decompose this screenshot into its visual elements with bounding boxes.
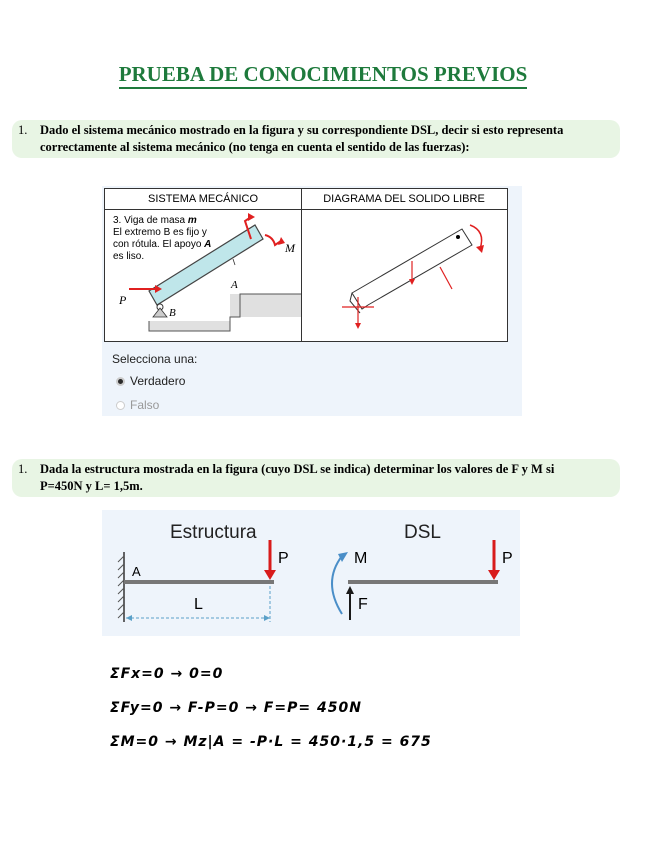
header-free-body-diagram: DIAGRAMA DEL SOLIDO LIBRE: [301, 189, 507, 210]
header-mechanical-system: SISTEMA MECÁNICO: [105, 189, 302, 210]
question-1-number: 1.: [18, 123, 28, 137]
question-2-number: 1.: [18, 462, 28, 476]
label-moment-m: M: [285, 241, 295, 255]
label-force-p: P: [119, 293, 127, 307]
question-2-line-2: P=450N y L= 1,5m.: [40, 479, 143, 493]
label-l: L: [194, 596, 203, 613]
question-1: [12, 120, 620, 158]
radio-unselected-icon[interactable]: [116, 401, 125, 410]
desc-support-a: A: [204, 239, 212, 250]
label-m: M: [354, 550, 368, 567]
question-2: [12, 459, 620, 497]
structure-drawing: [102, 510, 520, 636]
desc-mass: m: [187, 215, 197, 226]
page-title: PRUEBA DE CONOCIMIENTOS PREVIOS: [0, 62, 646, 87]
label-a: A: [132, 564, 141, 579]
equation-sum-m: ΣM=0 → Mz|A = -P·L = 450·1,5 = 675: [110, 734, 432, 750]
structure-figure: [102, 510, 520, 636]
label-pin-b: B: [169, 307, 176, 319]
structure-title: Estructura: [170, 522, 257, 543]
radio-selected-icon[interactable]: [116, 377, 125, 386]
equation-sum-fx: ΣFx=0 → 0=0: [110, 666, 224, 682]
label-f: F: [358, 596, 368, 613]
figure-table: [104, 188, 508, 342]
desc-line-1: Viga de masa: [124, 215, 188, 226]
mechanical-system-drawing: [105, 209, 301, 341]
option-verdadero[interactable]: [116, 374, 185, 388]
question-1-line-1: Dado el sistema mecánico mostrado en la figura y su correspondiente DSL, decir si esto representa: [40, 123, 564, 137]
dsl-title: DSL: [404, 522, 441, 543]
desc-line-3: con rótula. El apoyo: [113, 239, 205, 250]
option-falso-label: Falso: [130, 398, 160, 412]
label-p-dsl: P: [502, 550, 513, 567]
desc-line-2: El extremo B es fijo y: [113, 227, 207, 238]
option-verdadero-label: Verdadero: [130, 374, 186, 388]
option-falso[interactable]: [116, 398, 159, 412]
question-2-line-1: Dada la estructura mostrada en la figura (cuyo DSL se indica) determinar los valores de F y M si: [40, 462, 555, 476]
equation-sum-fy: ΣFy=0 → F-P=0 → F=P= 450N: [110, 700, 362, 716]
select-prompt: Selecciona una:: [112, 352, 198, 366]
mechanical-system-figure: [102, 186, 522, 416]
free-body-diagram-drawing: [302, 209, 508, 341]
item-number: 3.: [113, 215, 122, 226]
label-support-a: A: [231, 279, 238, 291]
desc-line-4: es liso.: [113, 251, 145, 262]
question-1-line-2: correctamente al sistema mecánico (no tenga en cuenta el sentido de las fuerzas):: [40, 140, 470, 154]
label-p: P: [278, 550, 289, 567]
